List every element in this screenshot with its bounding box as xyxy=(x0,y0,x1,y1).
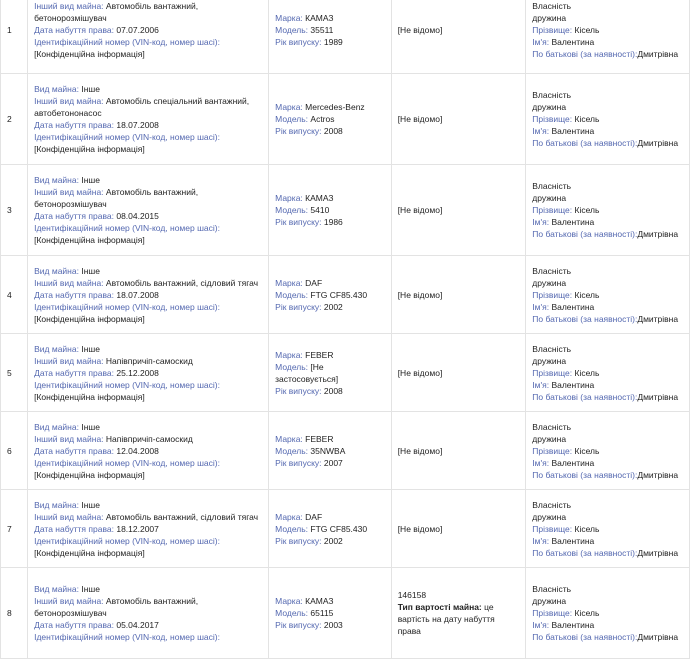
surname-value: Кісель xyxy=(574,523,600,534)
vin-value: [Конфіденційна інформація] xyxy=(34,313,145,324)
table-row xyxy=(1,568,690,659)
patronymic-value: Дмитрівна xyxy=(637,469,679,480)
other-kind-label: Інший вид майна: xyxy=(34,1,104,11)
vin-label: Ідентифікаційний номер (VIN-код, номер шасі): xyxy=(34,132,220,142)
name-label: Ім'я: xyxy=(532,535,550,546)
brand-value: DAF xyxy=(305,277,323,288)
vin-label: Ідентифікаційний номер (VIN-код, номер шасі): xyxy=(34,223,220,233)
model-value: 5410 xyxy=(310,205,330,215)
patronymic-value: Дмитрівна xyxy=(637,138,679,148)
acq-date-label: Дата набуття права: xyxy=(34,620,114,630)
name-value: Валентина xyxy=(551,620,595,630)
vehicle-info xyxy=(269,0,392,74)
kind-value: Інше xyxy=(81,343,100,354)
year-value: 1989 xyxy=(323,37,343,47)
acq-date-value: 18.07.2008 xyxy=(116,289,159,300)
patronymic-label: По батькові (за наявності): xyxy=(532,391,638,402)
patronymic-label: По батькові (за наявності): xyxy=(532,469,638,480)
model-label: Модель: xyxy=(275,445,309,456)
name-value: Валентина xyxy=(551,535,595,546)
model-value-cont: застосовується] xyxy=(275,373,339,384)
row-number: 5 xyxy=(1,334,28,412)
surname-label: Прізвище: xyxy=(532,523,573,534)
row-number: 7 xyxy=(1,490,28,568)
other-kind-value-cont: автобетононасос xyxy=(34,108,102,118)
vehicle-info xyxy=(269,74,392,165)
owner-info xyxy=(526,165,690,256)
vehicle-info xyxy=(269,412,392,490)
other-kind-value: Автомобіль вантажний, xyxy=(105,1,199,11)
asset-description xyxy=(28,490,269,568)
value-type-text: це xyxy=(484,602,494,612)
brand-label: Марка: xyxy=(275,596,303,606)
asset-description xyxy=(28,568,269,659)
asset-value: [Не відомо] xyxy=(391,0,526,74)
owner-info xyxy=(526,256,690,334)
asset-value: [Не відомо] xyxy=(391,412,526,490)
other-kind-value-cont: бетонорозмішувач xyxy=(34,13,107,23)
surname-label: Прізвище: xyxy=(532,25,573,35)
vin-label: Ідентифікаційний номер (VIN-код, номер шасі): xyxy=(34,301,220,312)
model-label: Модель: xyxy=(275,608,309,618)
year-label: Рік випуску: xyxy=(275,37,322,47)
vin-label: Ідентифікаційний номер (VIN-код, номер шасі): xyxy=(34,535,220,546)
surname-label: Прізвище: xyxy=(532,445,573,456)
vin-label: Ідентифікаційний номер (VIN-код, номер шасі): xyxy=(34,37,220,47)
year-label: Рік випуску: xyxy=(275,301,322,312)
patronymic-label: По батькові (за наявності): xyxy=(532,547,638,558)
name-label: Ім'я: xyxy=(532,126,550,136)
asset-description xyxy=(28,256,269,334)
acq-date-label: Дата набуття права: xyxy=(34,120,114,130)
surname-value: Кісель xyxy=(574,114,600,124)
vehicle-info xyxy=(269,490,392,568)
model-label: Модель: xyxy=(275,289,309,300)
patronymic-label: По батькові (за наявності): xyxy=(532,229,638,239)
table-row xyxy=(1,490,690,568)
other-kind-value: Напівпричіп-самоскид xyxy=(105,433,193,444)
year-value: 2007 xyxy=(323,457,343,468)
owner-relation: дружина xyxy=(532,193,567,203)
year-label: Рік випуску: xyxy=(275,457,322,468)
kind-value: Інше xyxy=(81,265,100,276)
vin-value: [Конфіденційна інформація] xyxy=(34,391,145,402)
owner-info xyxy=(526,412,690,490)
surname-label: Прізвище: xyxy=(532,205,573,215)
kind-label: Вид майна: xyxy=(34,84,79,94)
kind-value: Інше xyxy=(81,499,100,510)
kind-value: Інше xyxy=(81,84,100,94)
row-number: 4 xyxy=(1,256,28,334)
kind-label: Вид майна: xyxy=(34,421,79,432)
owner-relation: дружина xyxy=(532,13,567,23)
owner-relation: дружина xyxy=(532,277,567,288)
vehicle-info xyxy=(269,568,392,659)
owner-info xyxy=(526,568,690,659)
name-value: Валентина xyxy=(551,126,595,136)
asset-value: [Не відомо] xyxy=(391,165,526,256)
year-label: Рік випуску: xyxy=(275,620,322,630)
table-row xyxy=(1,334,690,412)
vin-label: Ідентифікаційний номер (VIN-код, номер шасі): xyxy=(34,379,220,390)
asset-description xyxy=(28,74,269,165)
row-number: 6 xyxy=(1,412,28,490)
table-row xyxy=(1,165,690,256)
kind-label: Вид майна: xyxy=(34,499,79,510)
model-label: Модель: xyxy=(275,523,309,534)
brand-label: Марка: xyxy=(275,193,303,203)
ownership-label: Власність xyxy=(532,265,572,276)
owner-info xyxy=(526,334,690,412)
year-value: 1986 xyxy=(323,217,343,227)
acq-date-label: Дата набуття права: xyxy=(34,523,114,534)
kind-value: Інше xyxy=(81,175,100,185)
table-row xyxy=(1,0,690,74)
model-value: 35NWBA xyxy=(310,445,346,456)
other-kind-value: Автомобіль спеціальний вантажний, xyxy=(105,96,250,106)
model-value: FTG CF85.430 xyxy=(310,523,368,534)
vin-label: Ідентифікаційний номер (VIN-код, номер шасі): xyxy=(34,457,220,468)
table-row xyxy=(1,412,690,490)
acq-date-value: 18.12.2007 xyxy=(116,523,159,534)
year-value: 2002 xyxy=(323,301,343,312)
asset-value: [Не відомо] xyxy=(391,490,526,568)
kind-label: Вид майна: xyxy=(34,584,79,594)
surname-value: Кісель xyxy=(574,445,600,456)
owner-info xyxy=(526,0,690,74)
acq-date-value: 25.12.2008 xyxy=(116,367,159,378)
row-number: 2 xyxy=(1,74,28,165)
kind-value: Інше xyxy=(81,421,100,432)
name-label: Ім'я: xyxy=(532,379,550,390)
patronymic-label: По батькові (за наявності): xyxy=(532,632,638,642)
year-value: 2002 xyxy=(323,535,343,546)
asset-description xyxy=(28,412,269,490)
patronymic-label: По батькові (за наявності): xyxy=(532,313,638,324)
vehicle-info xyxy=(269,165,392,256)
row-number: 8 xyxy=(1,568,28,659)
surname-label: Прізвище: xyxy=(532,367,573,378)
other-kind-label: Інший вид майна: xyxy=(34,355,104,366)
patronymic-value: Дмитрівна xyxy=(637,391,679,402)
year-value: 2008 xyxy=(323,126,343,136)
ownership-label: Власність xyxy=(532,1,572,11)
asset-value: [Не відомо] xyxy=(391,334,526,412)
other-kind-label: Інший вид майна: xyxy=(34,187,104,197)
patronymic-value: Дмитрівна xyxy=(637,632,679,642)
name-label: Ім'я: xyxy=(532,217,550,227)
other-kind-value-cont: бетонорозмішувач xyxy=(34,199,107,209)
brand-value: Mercedes-Benz xyxy=(305,102,365,112)
brand-value: FEBER xyxy=(305,433,334,444)
acq-date-value: 05.04.2017 xyxy=(116,620,159,630)
model-label: Модель: xyxy=(275,114,309,124)
owner-info xyxy=(526,490,690,568)
ownership-label: Власність xyxy=(532,343,572,354)
kind-label: Вид майна: xyxy=(34,265,79,276)
other-kind-label: Інший вид майна: xyxy=(34,511,104,522)
acq-date-label: Дата набуття права: xyxy=(34,25,114,35)
name-label: Ім'я: xyxy=(532,37,550,47)
model-value: 65115 xyxy=(310,608,334,618)
value-type-text-cont: вартість на дату набуття xyxy=(397,614,495,624)
vehicle-info xyxy=(269,256,392,334)
asset-description xyxy=(28,0,269,74)
other-kind-value: Напівпричіп-самоскид xyxy=(105,355,193,366)
other-kind-label: Інший вид майна: xyxy=(34,277,104,288)
vin-value: [Конфіденційна інформація] xyxy=(34,49,145,59)
vin-value: [Конфіденційна інформація] xyxy=(34,235,145,245)
patronymic-value: Дмитрівна xyxy=(637,547,679,558)
asset-description xyxy=(28,334,269,412)
asset-value: [Не відомо] xyxy=(391,256,526,334)
other-kind-value: Автомобіль вантажний, сідловий тягач xyxy=(105,511,259,522)
brand-label: Марка: xyxy=(275,511,303,522)
ownership-label: Власність xyxy=(532,584,572,594)
value-type-label: Тип вартості майна: xyxy=(397,602,482,612)
surname-label: Прізвище: xyxy=(532,289,573,300)
name-label: Ім'я: xyxy=(532,301,550,312)
ownership-label: Власність xyxy=(532,90,572,100)
patronymic-value: Дмитрівна xyxy=(637,49,679,59)
name-value: Валентина xyxy=(551,217,595,227)
surname-label: Прізвище: xyxy=(532,114,573,124)
other-kind-label: Інший вид майна: xyxy=(34,596,104,606)
other-kind-label: Інший вид майна: xyxy=(34,433,104,444)
patronymic-value: Дмитрівна xyxy=(637,313,679,324)
value-type-text-cont2: права xyxy=(397,626,421,636)
owner-relation: дружина xyxy=(532,102,567,112)
other-kind-value: Автомобіль вантажний, сідловий тягач xyxy=(105,277,259,288)
surname-value: Кісель xyxy=(574,608,600,618)
surname-value: Кісель xyxy=(574,205,600,215)
brand-label: Марка: xyxy=(275,13,303,23)
asset-value: [Не відомо] xyxy=(391,74,526,165)
acq-date-label: Дата набуття права: xyxy=(34,367,114,378)
brand-value: КАМАЗ xyxy=(305,13,334,23)
acq-date-value: 18.07.2008 xyxy=(116,120,159,130)
owner-relation: дружина xyxy=(532,355,567,366)
row-number: 1 xyxy=(1,0,28,74)
year-label: Рік випуску: xyxy=(275,126,322,136)
ownership-label: Власність xyxy=(532,181,572,191)
kind-label: Вид майна: xyxy=(34,175,79,185)
brand-value: КАМАЗ xyxy=(305,193,334,203)
surname-value: Кісель xyxy=(574,289,600,300)
model-value: FTG CF85.430 xyxy=(310,289,368,300)
brand-label: Марка: xyxy=(275,349,303,360)
name-value: Валентина xyxy=(551,37,595,47)
brand-label: Марка: xyxy=(275,102,303,112)
table-row xyxy=(1,74,690,165)
surname-label: Прізвище: xyxy=(532,608,573,618)
acq-date-value: 08.04.2015 xyxy=(116,211,159,221)
ownership-label: Власність xyxy=(532,499,572,510)
asset-value xyxy=(391,568,526,659)
year-label: Рік випуску: xyxy=(275,535,322,546)
brand-value: FEBER xyxy=(305,349,334,360)
name-label: Ім'я: xyxy=(532,620,550,630)
kind-value: Інше xyxy=(81,584,100,594)
acq-date-label: Дата набуття права: xyxy=(34,289,114,300)
model-label: Модель: xyxy=(275,361,309,372)
brand-label: Марка: xyxy=(275,433,303,444)
other-kind-value: Автомобіль вантажний, xyxy=(105,187,199,197)
vehicle-info xyxy=(269,334,392,412)
year-value: 2003 xyxy=(323,620,343,630)
patronymic-label: По батькові (за наявності): xyxy=(532,138,638,148)
asset-description xyxy=(28,165,269,256)
name-value: Валентина xyxy=(551,301,595,312)
kind-label: Вид майна: xyxy=(34,343,79,354)
vin-value: [Конфіденційна інформація] xyxy=(34,547,145,558)
other-kind-value: Автомобіль вантажний, xyxy=(105,596,199,606)
owner-relation: дружина xyxy=(532,433,567,444)
name-label: Ім'я: xyxy=(532,457,550,468)
name-value: Валентина xyxy=(551,379,595,390)
owner-relation: дружина xyxy=(532,511,567,522)
owner-relation: дружина xyxy=(532,596,567,606)
model-value: Actros xyxy=(310,114,335,124)
acq-date-label: Дата набуття права: xyxy=(34,445,114,456)
other-kind-value-cont: бетонорозмішувач xyxy=(34,608,107,618)
name-value: Валентина xyxy=(551,457,595,468)
vin-value: [Конфіденційна інформація] xyxy=(34,469,145,480)
model-label: Модель: xyxy=(275,205,309,215)
vin-value: [Конфіденційна інформація] xyxy=(34,144,145,154)
brand-label: Марка: xyxy=(275,277,303,288)
surname-value: Кісель xyxy=(574,25,600,35)
brand-value: КАМАЗ xyxy=(305,596,334,606)
row-number: 3 xyxy=(1,165,28,256)
model-label: Модель: xyxy=(275,25,309,35)
acq-date-label: Дата набуття права: xyxy=(34,211,114,221)
year-label: Рік випуску: xyxy=(275,217,322,227)
ownership-label: Власність xyxy=(532,421,572,432)
patronymic-label: По батькові (за наявності): xyxy=(532,49,638,59)
model-value: [Не xyxy=(310,361,324,372)
acq-date-value: 07.07.2006 xyxy=(116,25,159,35)
value-amount: 146158 xyxy=(397,590,427,600)
year-label: Рік випуску: xyxy=(275,385,322,396)
other-kind-label: Інший вид майна: xyxy=(34,96,104,106)
acq-date-value: 12.04.2008 xyxy=(116,445,159,456)
owner-info xyxy=(526,74,690,165)
patronymic-value: Дмитрівна xyxy=(637,229,679,239)
year-value: 2008 xyxy=(323,385,343,396)
table-row xyxy=(1,256,690,334)
vin-label: Ідентифікаційний номер (VIN-код, номер шасі): xyxy=(34,632,220,642)
model-value: 35511 xyxy=(310,25,334,35)
surname-value: Кісель xyxy=(574,367,600,378)
brand-value: DAF xyxy=(305,511,323,522)
